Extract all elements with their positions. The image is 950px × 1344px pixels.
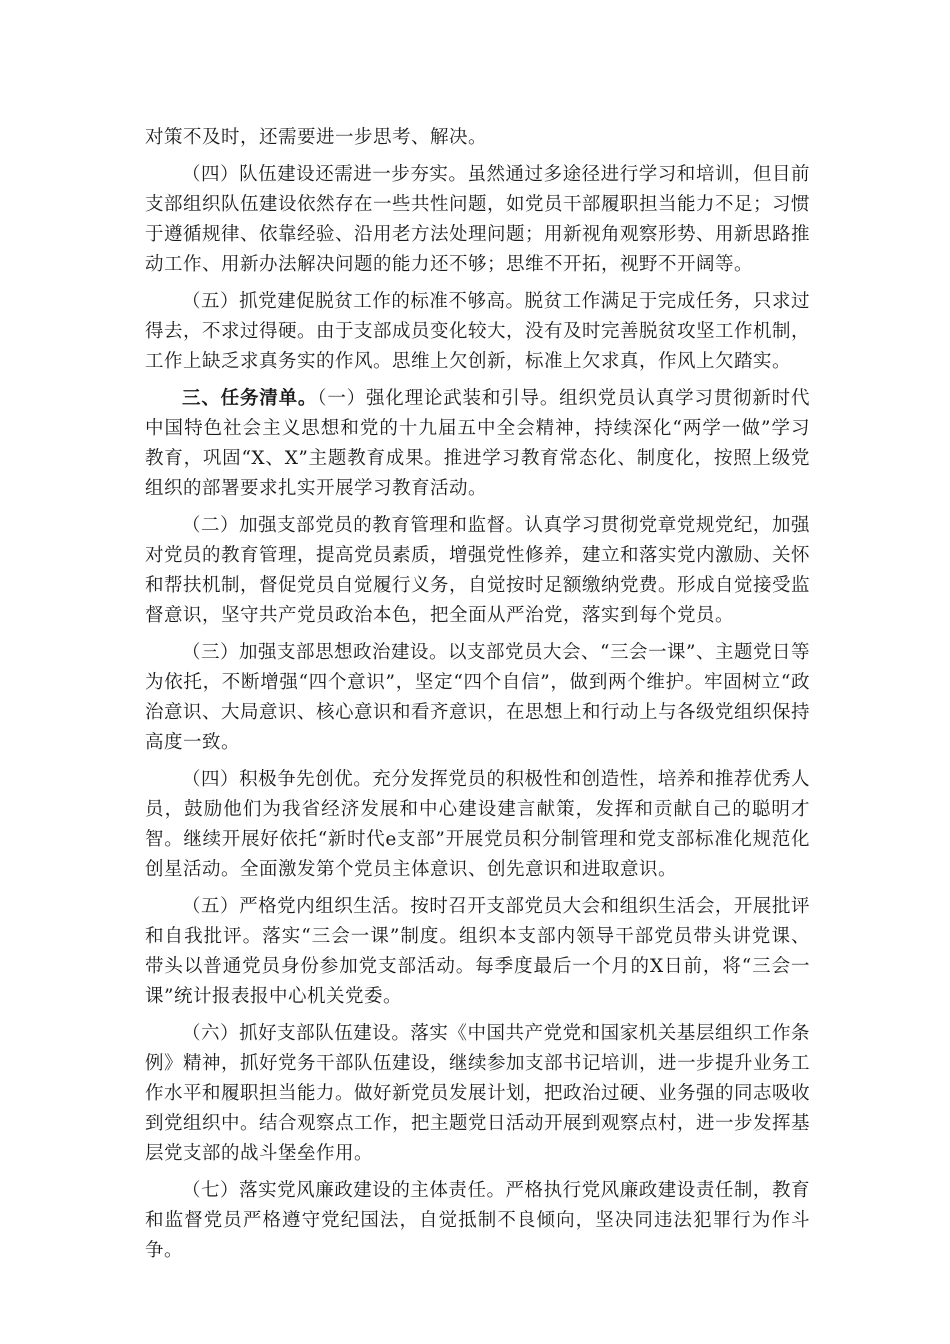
- paragraph-team-building: [145, 160, 810, 280]
- paragraph-organizational-life: [145, 892, 810, 1012]
- paragraph-text: 对策不及时，还需要进一步思考、解决。: [145, 127, 488, 148]
- paragraph-text: （二）加强支部党员的教育管理和监督。认真学习贯彻党章党规党纪，加强对党员的教育管理，提高党员素质，增强党性修养，建立和落实党内激励、关怀和帮扶机制，督促党员自觉履行义务，自觉按时足额缴纳党费。形成自觉接受监督意识，坚守共产党员政治本色，把全面从严治党，落实到每个党员。: [145, 515, 811, 626]
- paragraph-task-list: [145, 384, 810, 504]
- paragraph-text: （三）加强支部思想政治建设。以支部党员大会、“三会一课”、主题党日等为依托，不断增强“四个意识”，坚定“四个自信”，做到两个维护。牢固树立“政治意识、大局意识、核心意识和看齐意识，在思想上和行动上与各级党组织保持高度一致。: [145, 642, 811, 753]
- paragraph-text: （六）抓好支部队伍建设。落实《中国共产党党和国家机关基层组织工作条例》精神，抓好党务干部队伍建设，继续参加支部书记培训，进一步提升业务工作水平和履职担当能力。做好新党员发展计划，把政治过硬、业务强的同志吸收到党组织中。结合观察点工作，把主题党日活动开展到观察点村，进一步发挥基层党支部的战斗堡垒作用。: [145, 1023, 811, 1164]
- body-text: [145, 123, 810, 1273]
- paragraph-text: （四）积极争先创优。充分发挥党员的积极性和创造性，培养和推荐优秀人员，鼓励他们为我省经济发展和中心建设建言献策，发挥和贡献自己的聪明才智。继续开展好依托“新时代e支部”开展党员积分制管理和党支部标准化规范化创星活动。全面激发第个党员主体意识、创先意识和进取意识。: [145, 769, 810, 880]
- paragraph-poverty-alleviation: [145, 287, 810, 377]
- paragraph-text: （四）队伍建设还需进一步夯实。虽然通过多途径进行学习和培训，但目前支部组织队伍建设依然存在一些共性问题，如党员干部履职担当能力不足；习惯于遵循规律、依靠经验、沿用老方法处理问题；用新视角观察形势、用新思路推动工作、用新办法解决问题的能力还不够；思维不开拓，视野不开阔等。: [145, 164, 811, 275]
- paragraph-political-building: [145, 638, 810, 758]
- paragraph-integrity: [145, 1176, 810, 1266]
- paragraph-text: （七）落实党风廉政建设的主体责任。严格执行党风廉政建设责任制，教育和监督党员严格遵守党纪国法，自觉抵制不良倾向，坚决同违法犯罪行为作斗争。: [145, 1180, 810, 1261]
- paragraph-education-management: [145, 511, 810, 631]
- paragraph-excellence: [145, 765, 810, 885]
- paragraph-text: （五）抓党建促脱贫工作的标准不够高。脱贫工作满足于完成任务，只求过得去，不求过得硬。由于支部成员变化较大，没有及时完善脱贫攻坚工作机制，工作上缺乏求真务实的作风。思维上欠创新，标准上欠求真，作风上欠踏实。: [145, 291, 811, 372]
- paragraph-continuation: [145, 123, 810, 153]
- paragraph-team-construction: [145, 1019, 810, 1169]
- paragraph-text: （五）严格党内组织生活。按时召开支部党员大会和组织生活会，开展批评和自我批评。落实“三会一课”制度。组织本支部内领导干部党员带头讲党课、带头以普通党员身份参加党支部活动。每季度最后一个月的X日前，将“三会一课”统计报表报中心机关党委。: [145, 896, 810, 1007]
- paragraph-text: （一）强化理论武装和引导。组织党员认真学习贯彻新时代中国特色社会主义思想和党的十九届五中全会精神，持续深化“两学一做”学习教育，巩固“X、X”主题教育成果。推进学习教育常态化、制度化，按照上级党组织的部署要求扎实开展学习教育活动。: [145, 388, 810, 499]
- section-heading: 三、任务清单。: [182, 388, 318, 409]
